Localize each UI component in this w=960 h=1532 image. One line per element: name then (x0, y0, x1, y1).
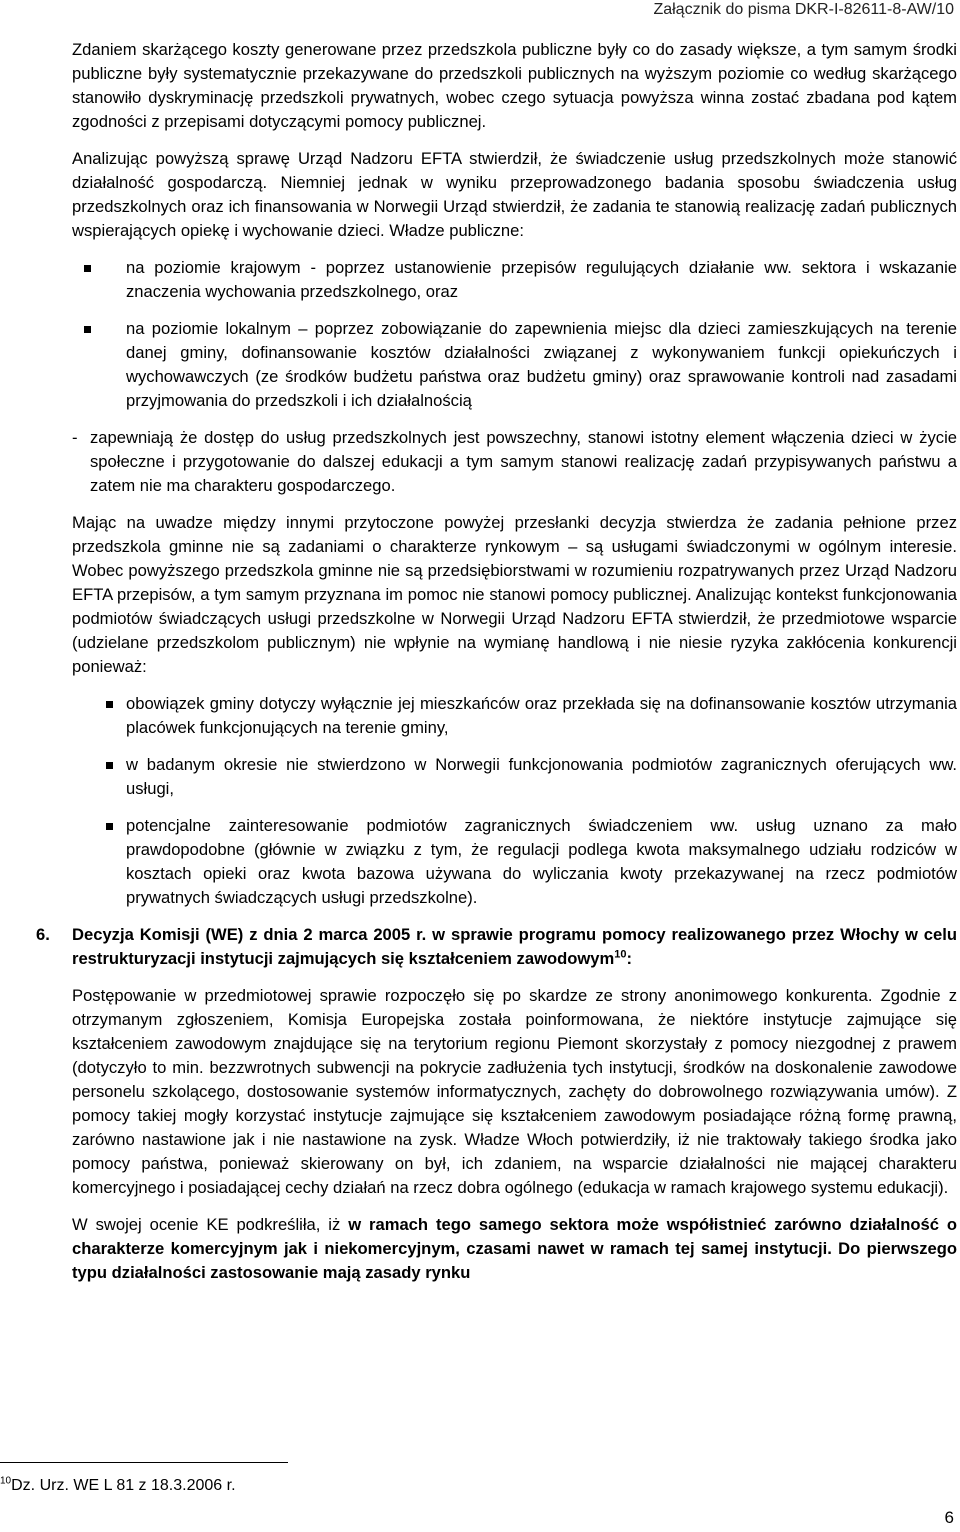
section-number: 6. (36, 925, 50, 944)
dash-item (72, 426, 957, 498)
document-body (36, 38, 957, 1285)
paragraph: Mając na uwadze między innymi przytoczone powyżej przesłanki decyzja stwierdza że zadania pełnione przez przedszkola gminne nie są zadaniami o charakterze rynkowym – są usługami świadczonymi w ogólnym interesie. Wobec powyższego przedszkola gminne nie są przedsiębiorstwami w rozumieniu rozpatrywanych przez Urząd Nadzoru EFTA przepisów, a tym samym przyznana im pomoc nie stanowi pomocy publicznej. Analizując kontekst funkcjonowania podmiotów świadczących usługi przedszkolne w Norwegii Urząd Nadzoru EFTA stwierdził, że przedmiotowe wsparcie (udzielane przedszkolom publicznym) nie wpłynie na wymianę handlową i nie niesie ryzyka zakłócenia konkurencji ponieważ: (72, 513, 957, 676)
page-number: 6 (944, 1508, 954, 1527)
bullet-item: na poziomie lokalnym – poprzez zobowiązanie do zapewnienia miejsc dla dzieci zamieszkujących na terenie danej gminy, dofinansowanie kosztów działalności związanej z wykonywaniem funkcji opiekuńczych i wychowawczych (ze środków budżetu państwa oraz budżetu gminy) oraz sprawowanie kontroli nad zasadami przyjmowania do przedszkoli i ich działalnością (72, 317, 957, 413)
section-heading (36, 923, 957, 971)
paragraph: Postępowanie w przedmiotowej sprawie rozpoczęło się po skardze ze strony anonimowego konkurenta. Zgodnie z otrzymanym zgłoszeniem, Komisja Europejska została poinformowana, że niektóre instytucje zajmujące się kształceniem zawodowym znajdujące się na terytorium regionu Piemont skorzystały z pomocy niezgodnej z prawem (dotyczyło to min. bezzwrotnych subwencji na pokrycie zadłużenia tych instytucji, środków na doskonalenie zawodowe personelu szkolącego, dostosowanie systemów informatycznych, zachęty do dobrowolnego rozwiązywania umów). Z pomocy takiej mogły korzystać instytucje zajmujące się kształceniem zawodowym posiadające różną formę prawną, zarówno nastawione jak i nie nastawione na zysk. Władze Włoch potwierdziły, iż nie traktowały takiego środka jako pomocy państwa, ponieważ skierowany on był, ich zdaniem, na wsparcie działalności nie mającej charakteru komercyjnego i posiadającej cechy działań na rzecz dobra ogólnego (edukacja w ramach krajowego systemu edukacji). (72, 986, 957, 1197)
bullet-item: obowiązek gminy dotyczy wyłącznie jej mieszkańców oraz przekłada się na dofinansowanie kosztów utrzymania placówek funkcjonujących na terenie gminy, (72, 692, 957, 740)
bullet-item: potencjalne zainteresowanie podmiotów zagranicznych świadczeniem ww. usług uznano za mało prawdopodobne (głównie w związku z tym, że regulacji podlega kwota maksymalnego udziału rodziców w kosztach opieki oraz kwota bazowa używana do wyliczania kwoty przekazywanej na rzecz podmiotów prywatnych świadczących usługi przedszkolne). (72, 814, 957, 910)
footnote-text: Dz. Urz. WE L 81 z 18.3.2006 r. (11, 1477, 236, 1494)
paragraph (72, 1213, 957, 1285)
footnote (0, 1476, 236, 1496)
section-title-colon: : (626, 949, 633, 968)
bullet-item: w badanym okresie nie stwierdzono w Norwegii funkcjonowania podmiotów zagranicznych oferujących ww. usługi, (72, 753, 957, 801)
section-title: Decyzja Komisji (WE) z dnia 2 marca 2005 r. w sprawie programu pomocy realizowanego przez Włochy w celu restrukturyzacji instytucji zajmujących się kształceniem zawodowym (72, 925, 957, 968)
dash-marker: - (72, 428, 78, 447)
paragraph-emphasis: w ramach tego samego sektora może współistnieć zarówno działalność o charakterze komercyjnym jak i niekomercyjnym, czasami nawet w ramach tej samej instytucji. Do pierwszego typu działalności zastosowanie mają zasady rynku (72, 1215, 957, 1282)
bullet-item: na poziomie krajowym - poprzez ustanowienie przepisów regulujących działanie ww. sektora i wskazanie znaczenia wychowania przedszkolnego, oraz (72, 256, 957, 304)
paragraph: Analizując powyższą sprawę Urząd Nadzoru EFTA stwierdził, że świadczenie usług przedszkolnych może stanowić działalność gospodarczą. Niemniej jednak w wyniku przeprowadzonego badania sposobu świadczenia usług przedszkolnych oraz ich finansowania w Norwegii Urząd stwierdził, że zadania te stanowią realizację zadań publicznych wspierających opiekę i wychowanie dzieci. Władze publiczne: (72, 149, 957, 240)
paragraph-lead: W swojej ocenie KE podkreśliła, iż (72, 1215, 349, 1234)
paragraph: Zdaniem skarżącego koszty generowane przez przedszkola publiczne były co do zasady większe, a tym samym środki publiczne były systematycznie przekazywane do przedszkoli publicznych na wyższym poziomie co według skarżącego stanowiło dyskryminację przedszkoli prywatnych, wobec czego sytuacja powyższa winna zostać zbadana pod kątem zgodności z przepisami dotyczącymi pomocy publicznej. (72, 40, 957, 131)
dash-item-text: zapewniają że dostęp do usług przedszkolnych jest powszechny, stanowi istotny element włączenia dzieci w życie społeczne i przygotowanie do dalszej edukacji a tym samym stanowi realizację zadań przypisywanych państwu a zatem nie ma charakteru gospodarczego. (90, 428, 957, 495)
footnote-separator (0, 1462, 288, 1463)
document-header: Załącznik do pisma DKR-I-82611-8-AW/10 (653, 1, 954, 18)
footnote-number: 10 (0, 1475, 12, 1487)
footnote-reference[interactable]: 10 (614, 948, 627, 961)
